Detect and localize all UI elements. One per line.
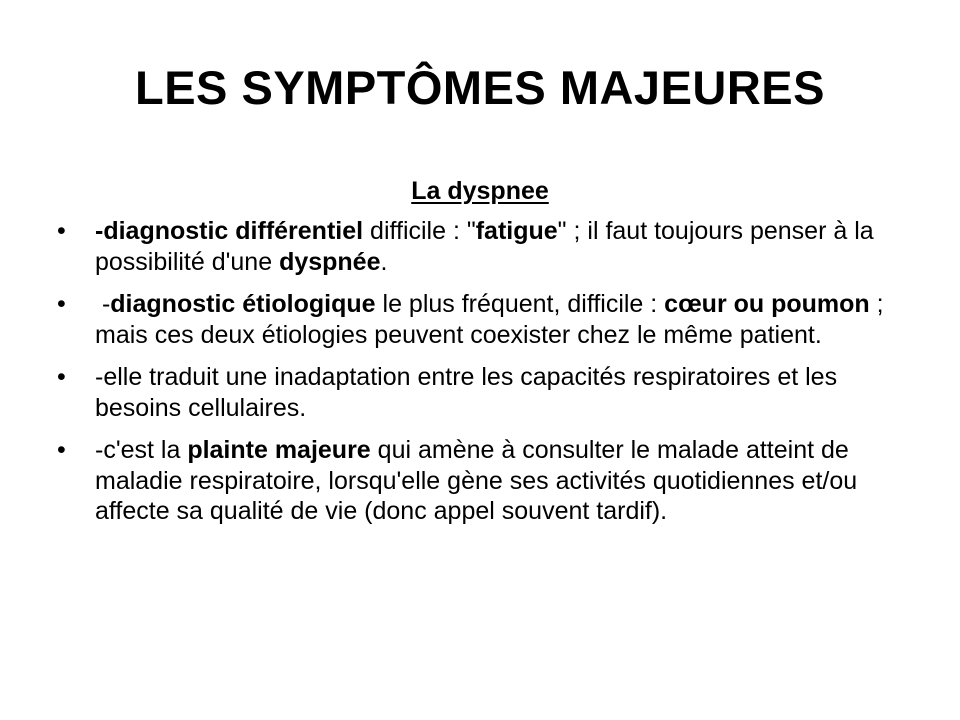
text-regular: " ; il faut toujours penser à la possibilité d'une — [95, 217, 874, 276]
bullet-text — [95, 363, 837, 422]
bullet-item — [0, 435, 960, 527]
text-regular: le plus fréquent, difficile : — [375, 290, 665, 318]
slide-subtitle: La dyspnee — [411, 177, 549, 205]
bullet-item — [0, 362, 960, 423]
bullet-list — [0, 216, 960, 539]
text-regular: -elle traduit une inadaptation entre les capacités respiratoires et les besoins cellulaires. — [95, 363, 838, 422]
text-bold: -diagnostic différentiel — [95, 217, 364, 245]
text-regular: ; mais ces deux étiologies peuvent coexister chez le même patient. — [95, 290, 884, 349]
bullet-text — [95, 217, 874, 276]
bullet-icon: • — [57, 363, 66, 391]
bullet-icon: • — [57, 436, 66, 464]
text-regular: . — [380, 247, 388, 276]
bullet-icon: • — [57, 217, 66, 245]
bullet-item — [0, 216, 960, 277]
bullet-item — [0, 289, 960, 350]
text-regular: - — [95, 290, 111, 318]
text-regular: -c'est la — [95, 436, 188, 464]
text-bold: plainte majeure — [187, 436, 371, 464]
text-regular: difficile : " — [363, 217, 476, 245]
bullet-text — [95, 436, 857, 525]
text-bold: fatigue — [475, 217, 558, 245]
text-bold: dyspnée — [279, 247, 381, 276]
text-regular: qui amène à consulter le malade atteint de maladie respiratoire, lorsqu'elle gène ses activités quotidiennes et/ou affecte sa qualité de vie (donc appel souvent tardif). — [95, 436, 858, 525]
text-bold: cœur ou poumon — [664, 290, 870, 318]
slide-title: LES SYMPTÔMES MAJEURES — [135, 61, 825, 114]
bullet-text — [95, 290, 884, 349]
text-bold: diagnostic étiologique — [110, 290, 376, 318]
bullet-icon: • — [57, 290, 66, 318]
